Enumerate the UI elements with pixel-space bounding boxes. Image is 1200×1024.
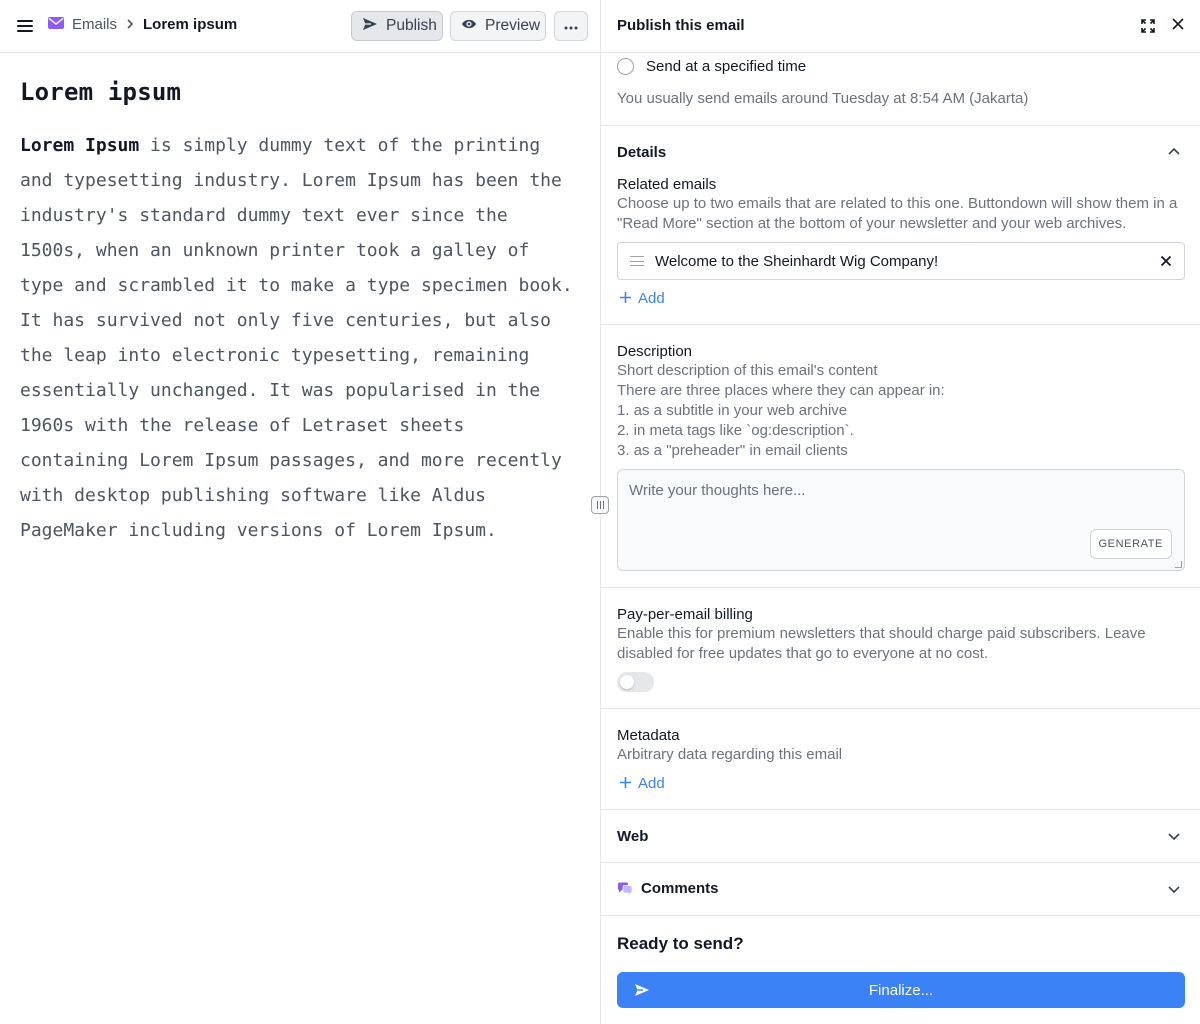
chevron-down-icon[interactable] xyxy=(1166,881,1182,897)
close-icon[interactable] xyxy=(1170,17,1186,33)
divider xyxy=(601,809,1200,810)
divider xyxy=(601,587,1200,588)
related-email-item[interactable] xyxy=(617,242,1185,280)
document-body-text: is simply dummy text of the printing and typesetting industry. Lorem Ipsum has been the industry's standard dummy text ever since the 1500s, when an unknown printer took a galley of type and scrambled it to make a type specimen book. It has survived not only five centuries, but also the leap into electronic typesetting, remaining essentially unchanged. It was popularised in the 1960s with the release of Letraset sheets containing Lorem Ipsum passages, and more recently with desktop publishing software like Aldus PageMaker including versions of Lorem Ipsum. xyxy=(20,135,573,541)
plus-icon xyxy=(619,776,632,791)
related-emails-help: Choose up to two emails that are related to this one. Buttondown will show them in a "Read More" section at the bottom of your newsletter and your web archives. xyxy=(617,195,1178,232)
add-label: Add xyxy=(638,775,665,792)
document-body-bold: Lorem Ipsum xyxy=(20,135,140,156)
metadata-help: Arbitrary data regarding this email xyxy=(617,746,843,763)
generate-button[interactable]: GENERATE xyxy=(1090,529,1173,559)
chevron-down-icon[interactable] xyxy=(1166,828,1182,844)
divider xyxy=(601,915,1200,916)
breadcrumb-emails-link[interactable]: Emails xyxy=(72,16,118,33)
publish-panel xyxy=(600,0,1200,1024)
add-related-email-button[interactable] xyxy=(619,290,665,307)
description-help-line: 1. as a subtitle in your web archive xyxy=(617,402,848,419)
panel-header xyxy=(601,0,1200,53)
divider xyxy=(601,125,1200,126)
add-label: Add xyxy=(638,290,665,307)
comments-icon xyxy=(617,882,633,896)
web-section-title[interactable]: Web xyxy=(617,828,649,845)
divider xyxy=(601,708,1200,709)
publish-label: Publish xyxy=(386,17,437,34)
finalize-label: Finalize... xyxy=(868,981,934,999)
send-icon xyxy=(362,17,378,36)
email-document[interactable] xyxy=(20,78,580,548)
description-label: Description xyxy=(617,343,693,360)
preview-button[interactable] xyxy=(450,11,546,41)
document-title[interactable]: Lorem ipsum xyxy=(20,78,182,106)
pane-resize-handle[interactable] xyxy=(591,496,609,514)
breadcrumb-current: Lorem ipsum xyxy=(143,16,238,33)
mail-icon xyxy=(48,16,64,33)
more-options-button[interactable] xyxy=(554,11,588,41)
details-section-title[interactable]: Details xyxy=(617,144,667,161)
eye-icon xyxy=(461,17,477,35)
schedule-label: Send at a specified time xyxy=(646,58,807,75)
schedule-option[interactable] xyxy=(617,58,806,75)
menu-icon[interactable] xyxy=(16,17,34,35)
expand-icon[interactable] xyxy=(1141,19,1155,33)
chevron-right-icon xyxy=(125,17,135,32)
description-help-line: 2. in meta tags like `og:description`. xyxy=(617,422,854,439)
ready-to-send-title: Ready to send? xyxy=(617,934,744,953)
divider xyxy=(601,862,1200,863)
description-help-line: There are three places where they can appear in: xyxy=(617,382,945,399)
plus-icon xyxy=(619,291,632,306)
editor-toolbar xyxy=(0,0,600,53)
comments-section-title: Comments xyxy=(641,880,719,897)
schedule-radio[interactable] xyxy=(617,58,634,75)
drag-handle-icon[interactable] xyxy=(630,256,644,266)
comments-section-header[interactable] xyxy=(617,880,719,897)
description-help xyxy=(617,361,1187,461)
textarea-resize-grip[interactable] xyxy=(1175,561,1182,568)
usual-send-time-hint: You usually send emails around Tuesday at 8:54 AM (Jakarta) xyxy=(617,90,1029,107)
finalize-button[interactable] xyxy=(617,972,1185,1008)
billing-help: Enable this for premium newsletters that should charge paid subscribers. Leave disabled for free updates that go to everyone at no cost. xyxy=(617,625,1146,662)
breadcrumb xyxy=(48,16,237,33)
document-body[interactable] xyxy=(20,128,580,548)
description-textarea[interactable] xyxy=(617,469,1185,571)
billing-label: Pay-per-email billing xyxy=(617,606,753,623)
related-email-title: Welcome to the Sheinhardt Wig Company! xyxy=(655,252,939,270)
publish-button[interactable] xyxy=(351,11,443,41)
related-emails-label: Related emails xyxy=(617,176,717,193)
description-help-line: Short description of this email's content xyxy=(617,362,878,379)
more-icon xyxy=(564,17,578,35)
send-icon xyxy=(634,983,650,997)
description-help-line: 3. as a "preheader" in email clients xyxy=(617,442,848,459)
billing-toggle[interactable] xyxy=(617,672,654,692)
remove-icon[interactable] xyxy=(1160,252,1172,270)
chevron-up-icon[interactable] xyxy=(1166,144,1182,160)
add-metadata-button[interactable] xyxy=(619,775,665,792)
divider xyxy=(601,324,1200,325)
preview-label: Preview xyxy=(485,17,541,34)
metadata-label: Metadata xyxy=(617,727,680,744)
description-placeholder: Write your thoughts here... xyxy=(629,482,806,499)
panel-title: Publish this email xyxy=(617,17,745,34)
